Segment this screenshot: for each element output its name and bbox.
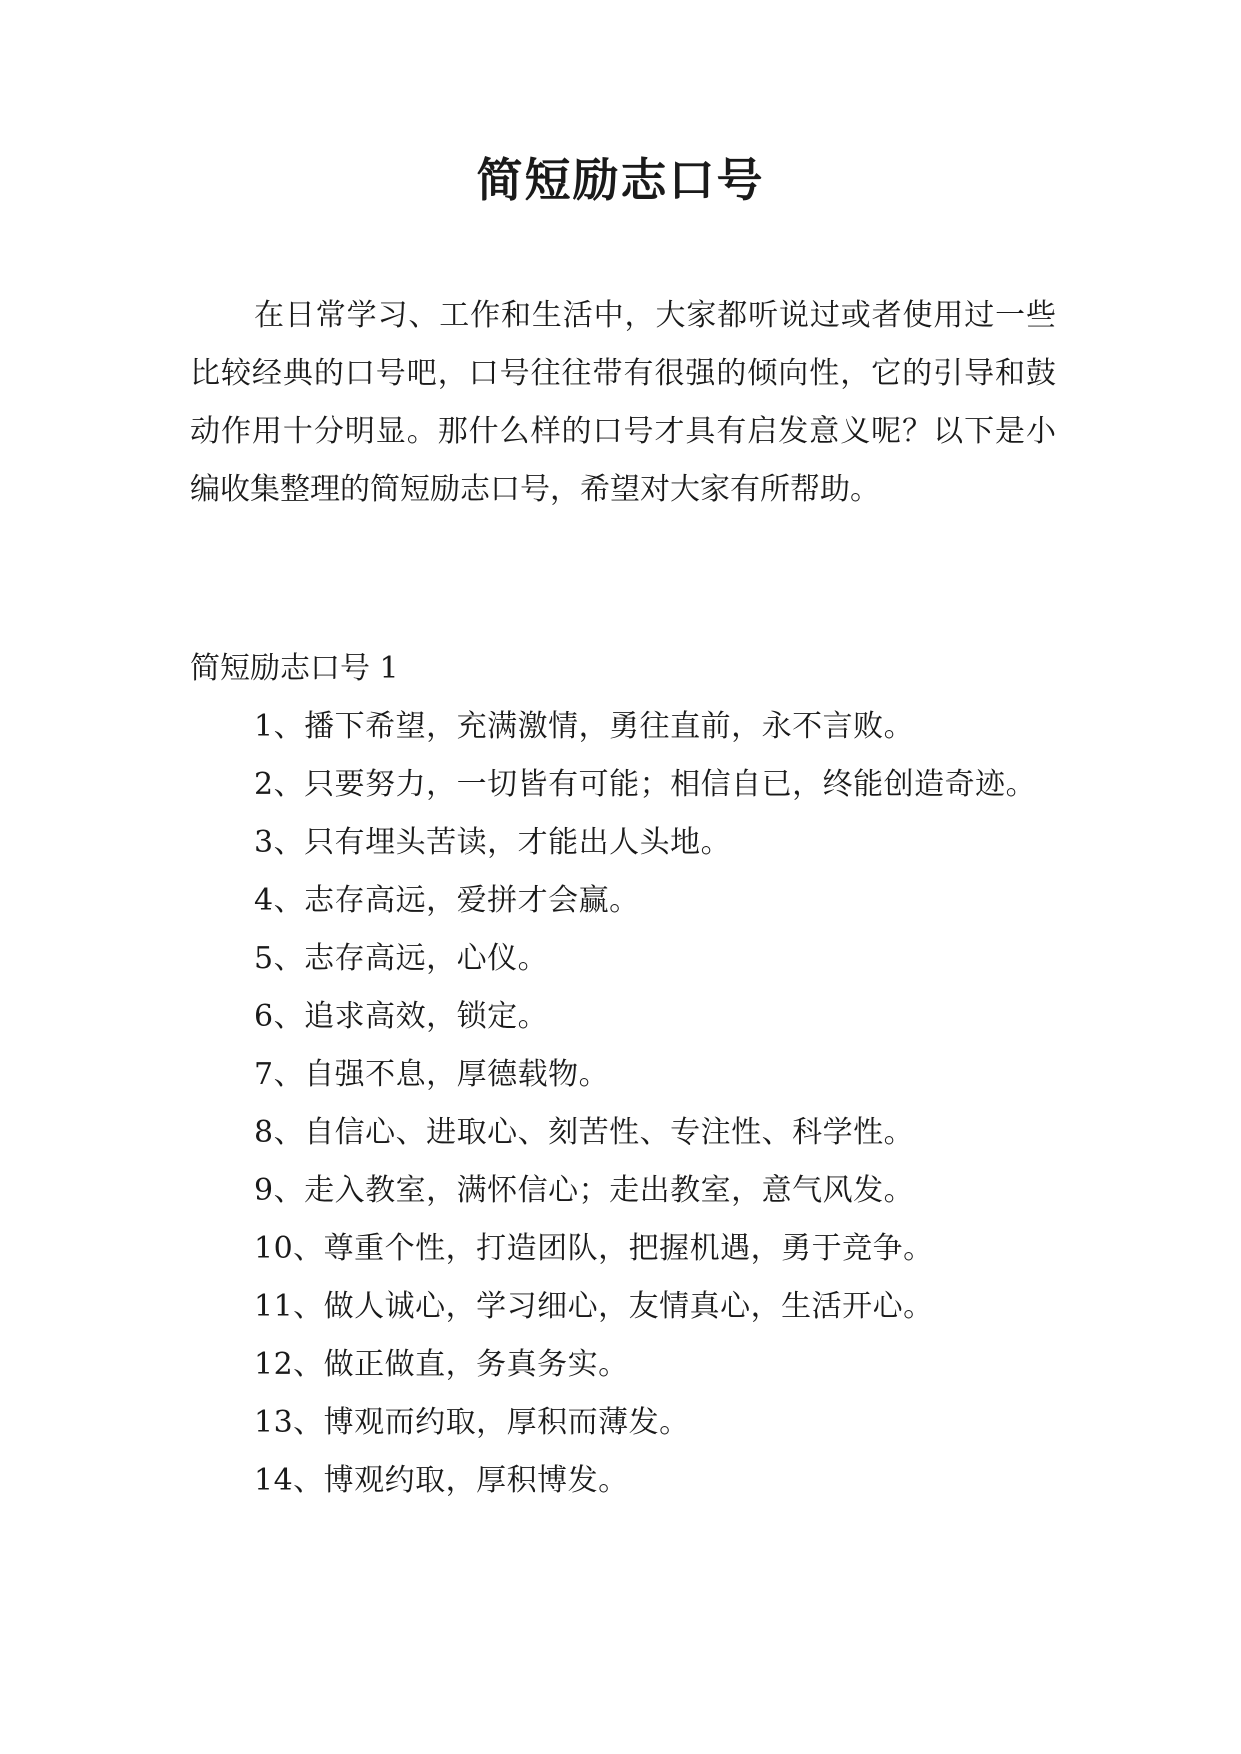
document-title: 简短励志口号 bbox=[476, 153, 765, 207]
slogan-item: 3、只有埋头苦读，才能出人头地。 bbox=[254, 825, 732, 860]
slogan-item: 5、志存高远，心仪。 bbox=[254, 941, 549, 976]
slogan-item: 8、自信心、进取心、刻苦性、专注性、科学性。 bbox=[254, 1115, 915, 1150]
slogan-item: 7、自强不息，厚德载物。 bbox=[254, 1057, 610, 1092]
slogan-item: 9、走入教室，满怀信心；走出教室，意气风发。 bbox=[254, 1173, 915, 1208]
slogan-item: 6、追求高效，锁定。 bbox=[254, 999, 549, 1034]
slogan-item: 1、播下希望，充满激情，勇往直前，永不言败。 bbox=[254, 709, 915, 744]
section-heading: 简短励志口号 1 bbox=[190, 651, 399, 686]
slogan-item: 2、只要努力，一切皆有可能；相信自已，终能创造奇迹。 bbox=[254, 767, 1037, 802]
slogan-item: 13、博观而约取，厚积而薄发。 bbox=[254, 1405, 690, 1440]
slogan-item: 14、博观约取，厚积博发。 bbox=[254, 1463, 629, 1498]
slogan-item: 12、做正做直，务真务实。 bbox=[254, 1347, 629, 1382]
slogan-list bbox=[190, 698, 1056, 1510]
slogan-item: 10、尊重个性，打造团队，把握机遇，勇于竞争。 bbox=[254, 1231, 934, 1266]
intro-paragraph: 在日常学习、工作和生活中，大家都听说过或者使用过一些比较经典的口号吧，口号往往带有很强的倾向性，它的引导和鼓动作用十分明显。那什么样的口号才具有启发意义呢？以下是小编收集整理的简短励志口号，希望对大家有所帮助。 bbox=[190, 298, 1056, 507]
slogan-item: 11、做人诚心，学习细心，友情真心，生活开心。 bbox=[254, 1289, 934, 1324]
slogan-item: 4、志存高远，爱拼才会赢。 bbox=[254, 883, 640, 918]
